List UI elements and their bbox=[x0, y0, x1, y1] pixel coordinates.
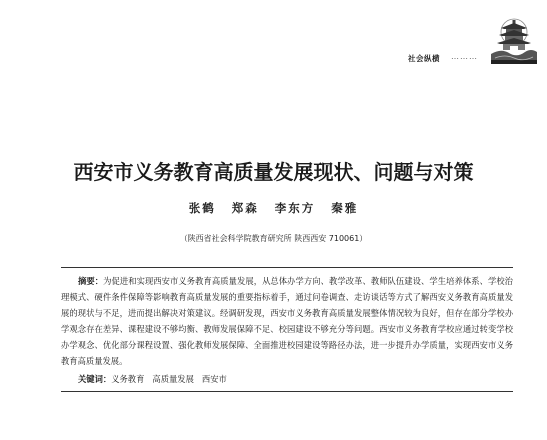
author-name: 张鹤 bbox=[188, 201, 216, 215]
pagoda-logo-icon bbox=[491, 18, 537, 70]
keyword: 义务教育 bbox=[111, 374, 145, 384]
keywords-line bbox=[61, 371, 513, 387]
section-label: 社会纵横 bbox=[408, 54, 440, 63]
article-title: 西安市义务教育高质量发展现状、问题与对策 bbox=[73, 160, 474, 184]
abstract-box bbox=[61, 267, 513, 392]
author-list bbox=[0, 200, 547, 216]
abstract-text: 为促进和实现西安市义务教育高质量发展，从总体办学方向、教学改革、教师队伍建设、学生培养体系、学校治理模式、硬件条件保障等影响教育高质量发展的重要指标着手，通过问卷调查、走访谈话等方式了解西安义务教育高质量发展的现状与不足，进而提出解决对策建议。经调研发现，西安市义务教育高质量发展整体情况较为良好，但存在部分学校办学观念存在差异、课程建设不够均衡、教师发展保障不足、校园建设不够充分等问题。西安市义务教育学校应通过转变学校办学观念、优化部分课程设置、强化教师发展保障、全面推进校园建设等路径办法，进一步提升办学质量，实现西安市义务教育高质量发展。 bbox=[61, 276, 513, 366]
section-dots: ……… bbox=[451, 52, 478, 61]
author-name: 李东方 bbox=[274, 201, 316, 215]
abstract-label: 摘要： bbox=[78, 276, 104, 286]
keyword: 西安市 bbox=[201, 374, 227, 384]
keyword: 高质量发展 bbox=[152, 374, 194, 384]
author-name: 秦雅 bbox=[331, 201, 359, 215]
keywords-label: 关键词： bbox=[78, 374, 112, 384]
abstract-paragraph bbox=[61, 273, 513, 369]
author-name: 郑森 bbox=[231, 201, 259, 215]
author-affiliation: （陕西省社会科学院教育研究所 陕西西安 710061） bbox=[179, 234, 368, 243]
